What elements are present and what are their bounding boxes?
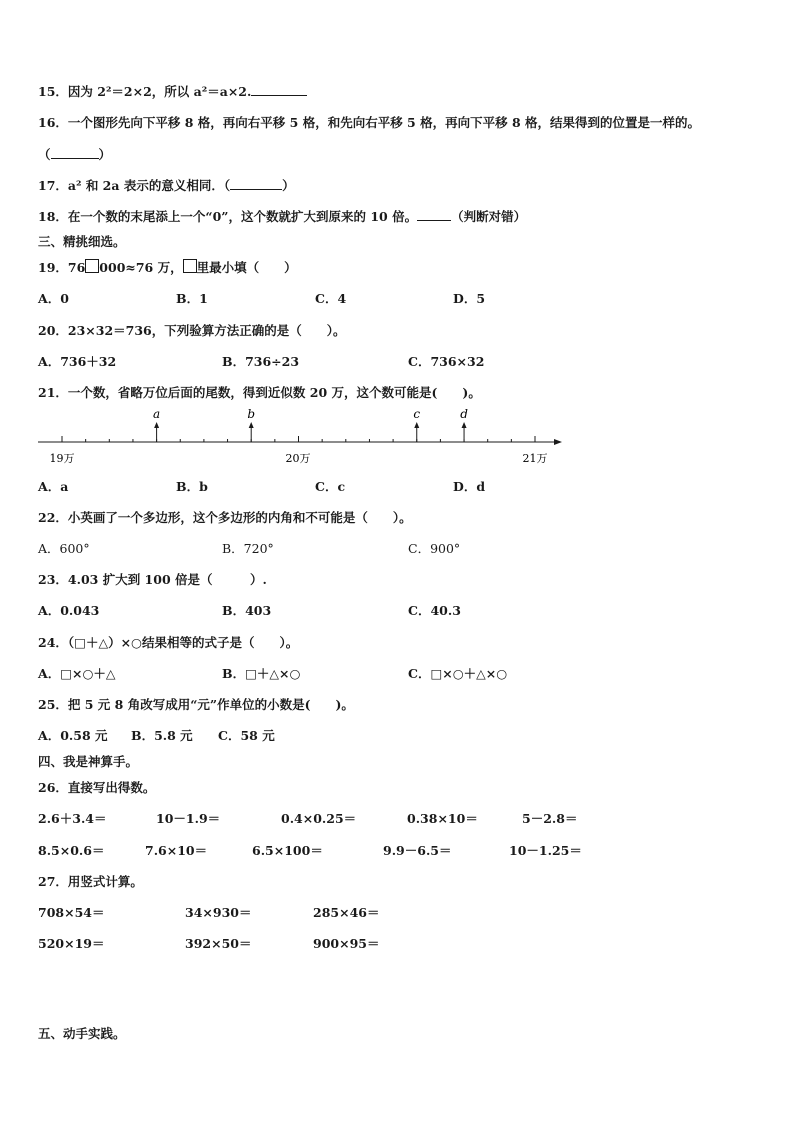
question-25: 25．把 5 元 8 角改写成用“元”作单位的小数是( )。 xyxy=(38,697,354,712)
calc-item: 0.4×0.25＝ xyxy=(281,811,357,826)
option-b[interactable]: B．5.8 元 xyxy=(131,728,193,743)
point-arrowhead-c xyxy=(414,422,419,428)
question-16 xyxy=(38,114,700,132)
option-c[interactable]: C．736×32 xyxy=(408,354,485,369)
option-c[interactable]: C．40.3 xyxy=(408,603,461,618)
calc-item: 708×54＝ xyxy=(38,905,105,920)
option-a[interactable]: A．0 xyxy=(38,291,69,306)
calc-item: 392×50＝ xyxy=(185,936,252,951)
option-c[interactable]: C．900° xyxy=(408,541,461,556)
option-a[interactable]: A．□×○＋△ xyxy=(38,666,116,681)
option-b[interactable]: B．720° xyxy=(222,541,274,556)
calc-item: 900×95＝ xyxy=(313,936,380,951)
answer-blank[interactable] xyxy=(51,145,99,159)
answer-blank[interactable] xyxy=(417,207,451,221)
calc-item: 5－2.8＝ xyxy=(522,811,578,826)
question-21: 21．一个数，省略万位后面的尾数，得到近似数 20 万，这个数可能是( )。 xyxy=(38,385,481,400)
calc-item: 285×46＝ xyxy=(313,905,380,920)
option-b[interactable]: B．1 xyxy=(176,291,208,306)
question-16-answer: （ ） xyxy=(38,147,112,162)
axis-label: 20万 xyxy=(285,452,311,465)
option-b[interactable]: B．□＋△×○ xyxy=(222,666,301,681)
option-d[interactable]: D．5 xyxy=(453,291,486,306)
answer-blank[interactable] xyxy=(230,176,282,190)
option-a[interactable]: A．0.58 元 xyxy=(38,728,108,743)
calc-item: 2.6＋3.4＝ xyxy=(38,811,107,826)
blank-box[interactable] xyxy=(183,259,197,273)
question-17-text: 17．a² 和 2a 表示的意义相同．（ xyxy=(38,178,231,193)
question-19: 19．76 000≈76 万， 里最小填（ ） xyxy=(38,260,297,275)
question-22: 22．小英画了一个多边形，这个多边形的内角和不可能是（ ）。 xyxy=(38,510,412,525)
question-26: 26．直接写出得数。 xyxy=(38,780,156,795)
section-5-title: 五、动手实践。 xyxy=(38,1026,126,1041)
option-c[interactable]: C．4 xyxy=(315,291,347,306)
point-arrowhead-a xyxy=(154,422,159,428)
calc-item: 8.5×0.6＝ xyxy=(38,843,105,858)
option-b[interactable]: B．403 xyxy=(222,603,272,618)
question-20: 20．23×32＝736，下列验算方法正确的是（ ）。 xyxy=(38,323,346,338)
question-16-text: 16．一个图形先向下平移 8 格，再向右平移 5 格，和先向右平移 5 格，再向下平移 8 格，结果得到的位置是一样的。 xyxy=(38,115,701,130)
option-a[interactable]: A．a xyxy=(38,479,69,494)
question-18: 18．在一个数的末尾添上一个“0”，这个数就扩大到原来的 10 倍。 （判断对错） xyxy=(38,209,527,224)
calc-item: 34×930＝ xyxy=(185,905,252,920)
calc-item: 6.5×100＝ xyxy=(252,843,323,858)
question-15-text: 15．因为 2²＝2×2，所以 a²＝a×2. xyxy=(38,84,252,99)
calc-item: 10－1.25＝ xyxy=(509,843,582,858)
question-18-text: 18．在一个数的末尾添上一个“0”，这个数就扩大到原来的 10 倍。 xyxy=(38,209,418,224)
calc-item: 9.9－6.5＝ xyxy=(383,843,452,858)
option-b[interactable]: B．b xyxy=(176,479,208,494)
option-d[interactable]: D．d xyxy=(453,479,486,494)
calc-item: 7.6×10＝ xyxy=(145,843,208,858)
calc-item: 10－1.9＝ xyxy=(156,811,221,826)
blank-box[interactable] xyxy=(85,259,99,273)
option-c[interactable]: C．c xyxy=(315,479,346,494)
option-c[interactable]: C．□×○＋△×○ xyxy=(408,666,508,681)
question-15 xyxy=(38,82,307,101)
point-label-a: a xyxy=(153,407,161,421)
question-24: 24．（□＋△）×○结果相等的式子是（ ）。 xyxy=(38,635,299,650)
number-line xyxy=(0,406,794,466)
point-label-b: b xyxy=(247,407,256,421)
option-c[interactable]: C．58 元 xyxy=(218,728,275,743)
calc-item: 520×19＝ xyxy=(38,936,105,951)
section-4-title: 四、我是神算手。 xyxy=(38,754,139,769)
axis-label: 19万 xyxy=(49,452,75,465)
axis-arrow xyxy=(554,439,562,445)
axis-label: 21万 xyxy=(522,452,548,465)
point-label-c: c xyxy=(413,407,421,421)
point-label-d: d xyxy=(460,407,468,421)
option-a[interactable]: A．736＋32 xyxy=(38,354,117,369)
calc-item: 0.38×10＝ xyxy=(407,811,478,826)
question-17: 17．a² 和 2a 表示的意义相同．（ ） xyxy=(38,178,295,193)
section-3-title: 三、精挑细选。 xyxy=(38,234,126,249)
point-arrowhead-b xyxy=(249,422,254,428)
question-27: 27．用竖式计算。 xyxy=(38,874,143,889)
option-b[interactable]: B．736÷23 xyxy=(222,354,300,369)
question-23: 23．4.03 扩大到 100 倍是（ ）. xyxy=(38,572,267,587)
answer-blank[interactable] xyxy=(251,82,307,96)
option-a[interactable]: A．0.043 xyxy=(38,603,100,618)
point-arrowhead-d xyxy=(462,422,467,428)
option-a[interactable]: A．600° xyxy=(38,541,90,556)
